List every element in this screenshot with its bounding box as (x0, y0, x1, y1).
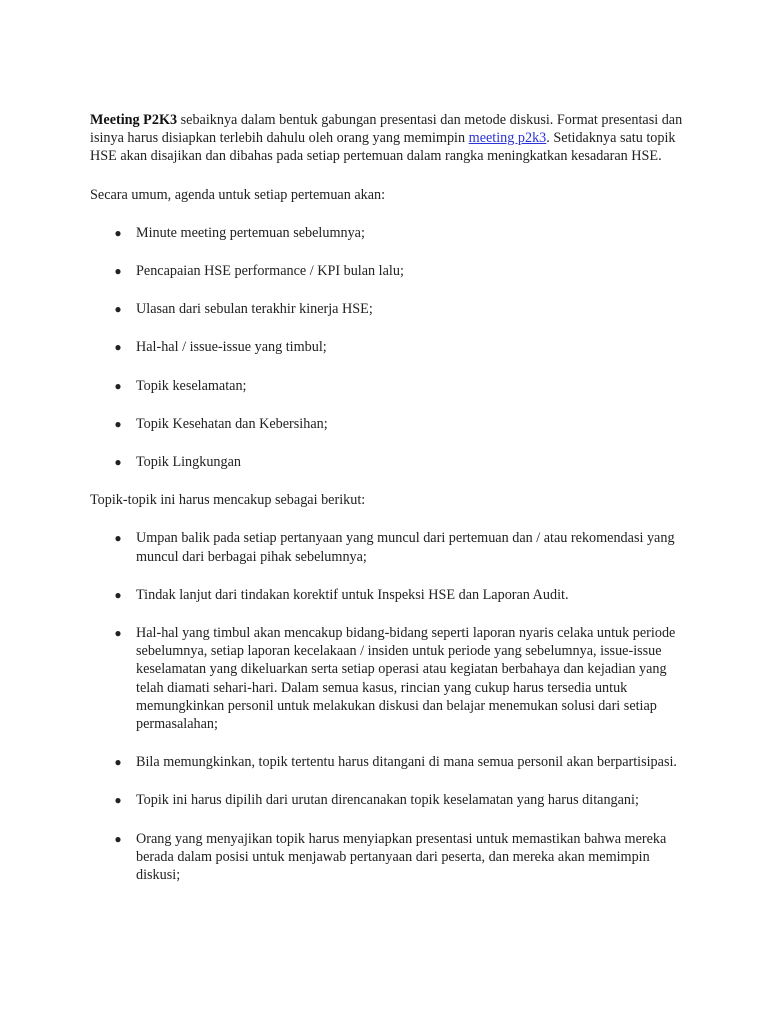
bullet-icon: ● (114, 831, 122, 846)
bullet-icon: ● (114, 340, 122, 355)
topics-lead: Topik-topik ini harus mencakup sebagai berikut: (90, 492, 366, 509)
list-item-text: Topik ini harus dipilih dari urutan direncanakan topik keselamatan yang harus ditangani; (136, 792, 639, 809)
list-item-text: Tindak lanjut dari tindakan korektif untuk Inspeksi HSE dan Laporan Audit. (136, 586, 569, 603)
list-item-text: Hal-hal yang timbul akan mencakup bidang-bidang seperti laporan nyaris celaka untuk periode sebelumnya, setiap laporan kecelakaan / insiden untuk periode yang sebelumnya, issue-issue keselamatan yang dikeluarkan serta setiap operasi atau kegiatan berbahaya dan kejadian yang telah diamati sehari-hari. Dalam semua kasus, rincian yang cukup harus tersedia untuk memungkinkan personil untuk melakukan diskusi dan belajar menemukan solusi dari setiap permasalahan; (136, 625, 676, 733)
intro-text-2: . Setidaknya satu topik HSE akan disajikan dan dibahas pada setiap pertemuan dalam rangka meningkatkan kesadaran HSE. (90, 130, 676, 165)
list-item (90, 300, 690, 318)
bullet-icon: ● (114, 416, 122, 431)
list-item (90, 377, 690, 395)
bullet-icon: ● (114, 793, 122, 808)
list-item (90, 791, 690, 809)
list-item-text: Hal-hal / issue-issue yang timbul; (136, 339, 327, 356)
bullet-icon: ● (114, 378, 122, 393)
agenda-list (90, 224, 690, 471)
document-page (90, 111, 690, 904)
list-item-text: Orang yang menyajikan topik harus menyiapkan presentasi untuk memastikan bahwa mereka berada dalam posisi untuk menjawab pertanyaan dari peserta, dan mereka akan memimpin diskusi; (136, 830, 667, 884)
list-item (90, 338, 690, 356)
intro-text-1: sebaiknya dalam bentuk gabungan presentasi dan metode diskusi. Format presentasi dan isinya harus disiapkan terlebih dahulu oleh orang yang memimpin (90, 112, 683, 147)
bullet-icon: ● (114, 225, 122, 240)
list-item (90, 415, 690, 433)
list-item (90, 586, 690, 604)
bullet-icon: ● (114, 302, 122, 317)
agenda-lead: Secara umum, agenda untuk setiap pertemuan akan: (90, 186, 386, 203)
intro-bold-title: Meeting P2K3 (90, 112, 178, 128)
bullet-icon: ● (114, 755, 122, 770)
bullet-icon: ● (114, 531, 122, 546)
list-item-text: Pencapaian HSE performance / KPI bulan lalu; (136, 263, 404, 280)
list-item-text: Bila memungkinkan, topik tertentu harus ditangani di mana semua personil akan berpartisipasi. (136, 754, 677, 771)
bullet-icon: ● (114, 264, 122, 279)
bullet-icon: ● (114, 455, 122, 470)
list-item-text: Topik Kesehatan dan Kebersihan; (136, 415, 328, 432)
bullet-icon: ● (114, 626, 122, 641)
topics-list (90, 529, 690, 884)
list-item (90, 453, 690, 471)
list-item-text: Umpan balik pada setiap pertanyaan yang muncul dari pertemuan dan / atau rekomendasi yang muncul dari berbagai pihak sebelumnya; (136, 530, 675, 565)
bullet-icon: ● (114, 587, 122, 602)
intro-paragraph (90, 111, 690, 166)
list-item-text: Ulasan dari sebulan terakhir kinerja HSE; (136, 301, 373, 318)
list-item (90, 830, 690, 885)
list-item (90, 262, 690, 280)
list-item-text: Topik keselamatan; (136, 377, 247, 394)
list-item-text: Minute meeting pertemuan sebelumnya; (136, 224, 365, 241)
list-item (90, 624, 690, 733)
list-item (90, 224, 690, 242)
list-item-text: Topik Lingkungan (136, 454, 242, 471)
list-item (90, 529, 690, 565)
list-item (90, 753, 690, 771)
meeting-p2k3-link[interactable]: meeting p2k3 (468, 130, 547, 147)
